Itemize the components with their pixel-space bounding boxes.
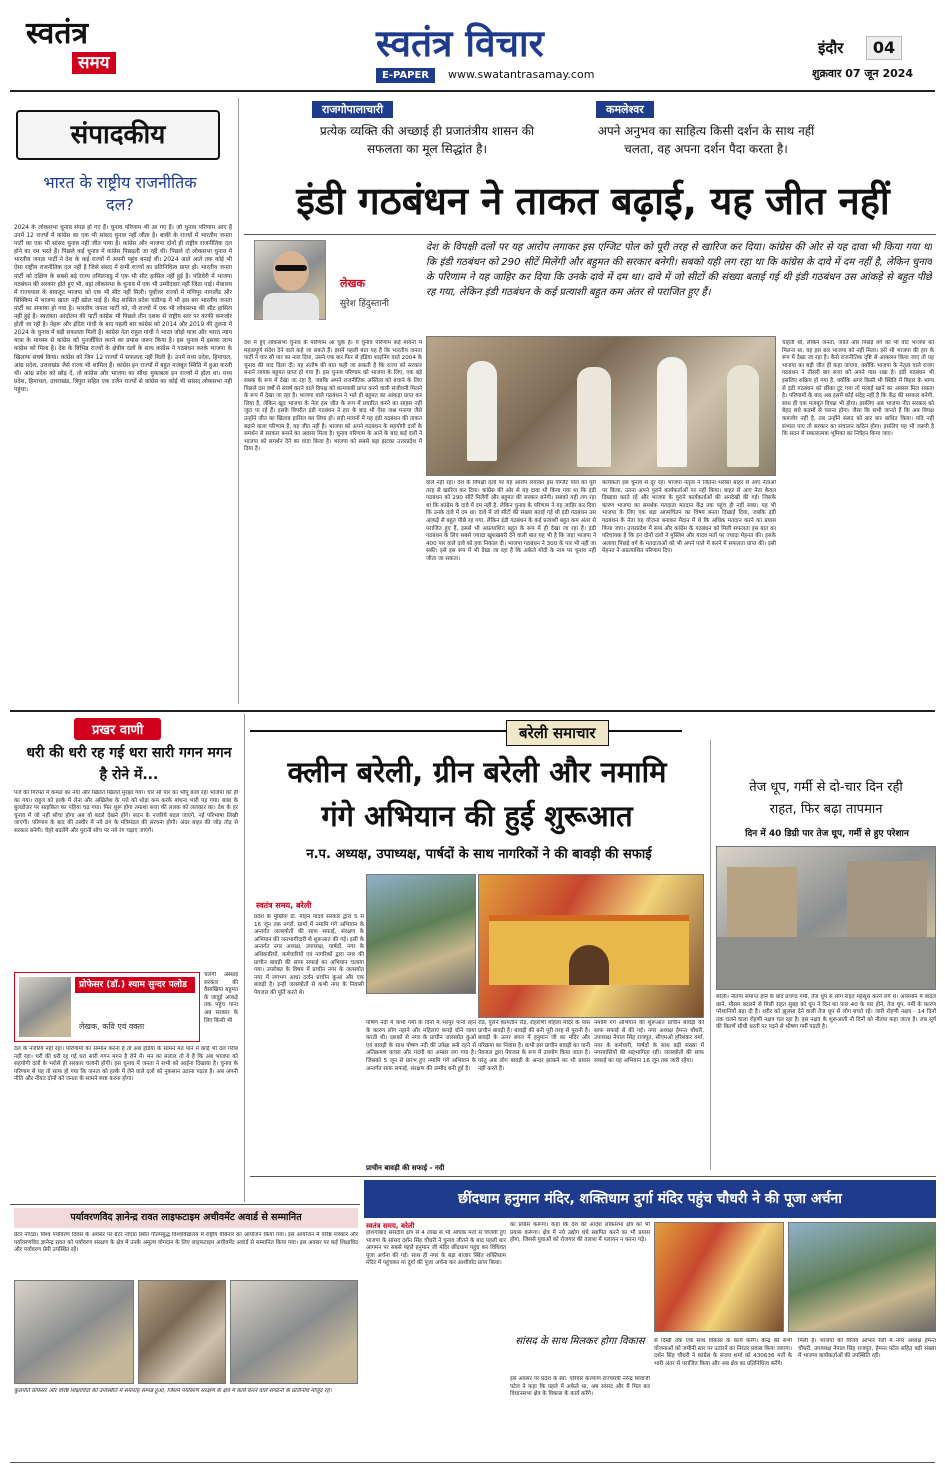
prakhar-author-box	[14, 972, 200, 1042]
logo-bottom: समय	[72, 52, 116, 74]
bareilly-headline-1: क्लीन बरेली, ग्रीन बरेली और नमामि	[287, 755, 667, 789]
column-divider	[238, 98, 239, 704]
lead-photo	[426, 336, 776, 476]
epaper-badge: E-PAPER	[376, 68, 435, 83]
column-divider-3	[710, 740, 711, 1170]
photo-figure-4	[727, 365, 759, 467]
weather-title-1: तेज धूप, गर्मी से दो-चार दिन रही	[749, 780, 903, 795]
editorial-title: भारत के राष्ट्रीय राजनीतिक दल?	[43, 173, 197, 214]
quote-box-1	[304, 98, 550, 162]
bareilly-dateline: स्वतंत्र समय, बरेली	[256, 901, 312, 910]
column-divider-2	[244, 714, 245, 1202]
photo-figure-1	[467, 361, 497, 461]
quote-author-2: कमलेश्वर	[596, 101, 654, 118]
award-headline: पर्यावरणविद ज्ञानेन्द्र रावत लाइफटाइम अचीवमेंट अवार्ड से सम्मानित	[14, 1208, 358, 1228]
masthead	[0, 0, 945, 92]
award-photo-3	[230, 1280, 358, 1384]
bareilly-col-4: नमामि गंगे अभियान की शुरूआत प्राचीन बावड़ी की साफ सफाई से की गई। नगर अध्यक्ष हेमन्त चौधरी, उपाध्यक्ष नेपाल सिंह राजपूत, सीएमओ हरिशंकर वर्मा, नगर के कर्मचारी, पार्षदों के साथ बड़ी संख्या में नगरवासियों की सहभागिता रही। जलस्त्रोतों की साफ सफाई का यह अभियान 16 जून तक जारी रहेगा।	[594, 1020, 704, 1064]
bareilly-subhead: न.प. अध्यक्ष, उपाध्यक्ष, पार्षदों के साथ नागरिकों ने की बावड़ी की सफाई	[306, 847, 652, 862]
quote-text-2: अपने अनुभव का साहित्य किसी दर्शन के साथ नहीं चलता, वह अपना दर्शन पैदा करता है।	[597, 124, 815, 156]
lead-standfirst: देश के विपक्षी दलों पर यह आरोप लगाकर इस एग्जिट पोल को पूरी तरह से खारिज कर दिया। कांग्रेस की ओर से यह दावा भी किया गया था कि इंडी गठबंधन को 290 सीटें मिलेंगी और बहुमत की सरकार बनेगी। सबको यही लग रहा था कि कांग्रेस के दावे में दम नहीं है, लेकिन चुनाव के परिणाम ने यह जाहिर कर दिया कि उनके दावे में दम था। दावे में जो सीटों की संख्या बताई गई थी इंडी गठबंधन उस आंकड़े से बहुत पीछे रह गया, लेकिन इंडी गठबंधन के कई प्रत्याशी बहुत कम अंतर से पराजित हुए हैं।	[426, 242, 932, 298]
editorial-heading: संपादकीय	[16, 110, 220, 160]
temple-arch	[569, 945, 609, 985]
bareilly-section-bar	[250, 730, 682, 732]
page-bottom-rule	[10, 1462, 935, 1463]
lead-col-3: कार्यकर्ता इस चुनाव से दूर रहे। भाजपा नेतृत्व ने जितना भरोसा बाहर से आए नेताओं पर किया, उतना अपने पुराने कार्यकर्ताओं पर नहीं किया। बाहर से आए नेता केवल दिखावा करते रहे और भाजपा के पुराने कार्यकर्ताओं की अनदेखी की गई। जिसके कारण भाजपा का समर्थक मतदाता मतदान केंद्र तक पहुंच ही नहीं सका। यह भी भाजपा के लिए एक बड़ा आत्मचिंतन का विषय बनता दिखाई दिया, जबकि इंडी गठबंधन के नेता यह योजना बनाकर मैदान में थे कि अधिक मतदान करने का प्रयास किया जाए। उत्तरप्रदेश में सपा और कांग्रेस के गठबंधन को मिली सफलता इस बात का परिचायक है कि इन दोनों दलों ने मुस्लिम और यादव मतों पर ज्यादा मेहनत की। इसके अलावा पिछड़े वर्ग के मतदाताओं को भी अपने पाले में करने में सफलता प्राप्त की। इसी मेहनत ने अप्रत्याशित परिणाम दिए।	[602, 480, 776, 555]
street-building	[727, 867, 797, 937]
page-number: 04	[866, 36, 902, 60]
prakhar-body: पंजे की गिरफ्त में कमल का नया और खिलते खिलते मुरझा गया। चार सौ पार का भौंपू बजा रहा भाजपा को ही का गया। राहुल को हल्के में लेना और अखिलेश के पत्ते को थोड़ा कम करके बांधना भारी पड़ गया। बाबा के बुलडोजर पर साइकिल का पहिया चढ़ गया। फिर शुरू होगा तमाशा सत्ता की ललक को ललकार का। देश के हर चुनाव में जो नहीं सोचा होगा अब वो बदले देखने होंगे। सदन के नजरिये बदल जाएंगे, नई परिभाषा लिखी जाएंगी। परिणाम के बाद की तस्वीर में नये ढंग के मंत्रिमंडल की संरचना होगी। अंदर बाहर की जोड़ तोड़ से सरकार बनेगी। चेहरे बदलेंगे और पुरानी सोच पर नये रंग चढ़ाए जाएंगे।	[14, 790, 238, 834]
headline-rule	[244, 234, 936, 235]
issue-date: शुक्रवार 07 जून 2024	[812, 67, 914, 80]
masthead-divider	[10, 90, 935, 92]
byline-label: लेखक	[340, 277, 365, 290]
weather-body: बरेली। नौतपा समाप्त होने के बाद प्रचण्ड गर्मी, तेज धूप से लोग राहत महसूस करने लगे थे। आसमान में बादल छाने, मौसम बदलने से मिली राहत सुबह को धूप ने दिन का पारा 40 के पार होने, तेज धूप, गर्मी के कारण परेशानियों बढ़ा दी है। शरीर को झुलसा देने वाली तेज धूप से लोग बचते रहे। जारी रोहणी नक्षत्र - 14 दिनों तक चलने वाला रोहणी नक्षत्र चल रहा है। इस नक्षत्र के शुरूआती नौ दिनों को नौतपा कहा जाता है। जब सूर्य की किरणें सीधी धरती पर पड़ने से भीषण गर्मी पड़ती है।	[716, 994, 936, 1031]
bareilly-photo-2	[478, 874, 704, 1018]
logo	[26, 18, 126, 80]
quote-text-1: प्रत्येक व्यक्ति की अच्छाई ही प्रजातंत्रीय शासन की सफलता का मूल सिद्धांत है।	[319, 124, 535, 156]
lead-col-1: देश में हुए लोकसभा चुनाव के परिणाम आ चुके हैं। ये चुनाव परिणाम कई मायनों में महत्वपूर्ण संदेश देने वाले कहे जा सकते हैं। इसमें पहली बात यह है कि भारतीय जनता पार्टी ने चार सौ पार का नारा दिया, उसने एक बार फिर से इंडिया शाइनिंग वाले 2004 के चुनाव की याद दिला दी। यह संतोष की बात कही जा सकती है कि राज्य को सरकार बनाने लायक बहुमत प्राप्त हो गया है। इस चुनाव परिणाम को भाजपा के लिए, एक बड़े सबक के रूप में देखा जा रहा है, जबकि अपने राजनीतिक अस्तित्व को बचाने के लिए पिछले दस वर्षों से संघर्ष करने वाले विपक्ष को कामयाबी प्राप्त करने वाली संजीवनी मिलने के रूप में देखा जा रहा है। भाजपा वाले गठबंधन ने भले ही बहुमत का आंकड़ा प्राप्त कर लिया है, लेकिन खुद भाजपा के नेता इस जीत के रूप में प्रचारित करने का साहस नहीं जुटा पा रहे हैं। इसके विपरीत इंडी गठबंधन ने हार के बाद भी ऐसा जश्न मनाया जैसे उन्होंने जीत का खिताब हासिल कर लिया हो। सही मायनों में यह इंडी गठबंधन की ताकत बढ़ाने वाला परिणाम है, यह जीत नहीं है। भाजपा को अपने गठबंधन के सहयोगी दलों के समर्थन से सरकार बनाने का अवसर मिला है। चुनाव परिणाम के आने के बाद कई दलों ने भाजपा को समर्थन देने का वादा किया है। भाजपा को सबसे बड़ा झटका उत्तरप्रदेश में दिया है।	[244, 340, 422, 453]
bareilly-photo-1	[366, 874, 476, 994]
author-glasses	[275, 265, 307, 271]
byline-name: सुरेश हिंदुस्तानी	[340, 299, 389, 309]
weather-photo	[716, 846, 936, 990]
hanuman-dateline: स्वतंत्र समय, बरेली	[366, 1222, 415, 1230]
prakhar-author-name: प्रोफेसर (डॉ.) श्याम सुन्दर पलोड	[75, 977, 195, 993]
quote-box-2	[588, 98, 824, 162]
section-divider-3	[10, 1204, 360, 1205]
street-road	[717, 937, 935, 989]
hanuman-col-4: मिली है। भाजपा की विजय आभार रैली में नगर अध्यक्ष हेमन्त चौधरी, उपाध्यक्ष नेपाल सिंह राजपूत, हेमन्त पटेल सहित बड़ी संख्या में भाजपा कार्यकर्ताओं की उपस्थिति रही।	[798, 1338, 936, 1360]
weather-title-2: राहत, फिर बढ़ा तापमान	[769, 802, 883, 817]
site-url[interactable]: www.swatantrasamay.com	[448, 68, 595, 81]
bareilly-col-2: पोषण नदी में कभी गर्मी के दिनों में भरपूर पानी रहने के कारण लोग नहाने और महिलाएं कपड़े धोने जाया करती थी। दशकों से नगर के प्राचीन जलस्त्रोत कुओं एवं बावड़ी के साथ पोषण नदी की उपेक्षा बनी रहने से अतिक्रमण कचरा और गंदगी का अम्बार लग गया है। जिसको 5 जून से प्रारंभ हुए नमामि गंगे अभियान के अन्तर्गत साफ सफाई, संरक्षण की उम्मीद बनी हुई है।	[366, 1020, 476, 1072]
editorial-body: 2024 के लोकसभा चुनाव संपन्न हो गए हैं। चुनाव परिणाम भी आ गए हैं। जो चुनाव परिणाम आए हैं उनमें 12 राज्यों में कांग्रेस का एक भी सांसद चुनाव नहीं जीता है। बाकी के राज्यों में भारतीय जनता पार्टी का एक भी सांसद चुनाव नहीं जीत पाया है। कांग्रेस और भाजपा दोनों ही राष्ट्रीय राजनीतिक दल होने का दम भरते हैं। पिछले कई चुनाव में कांग्रेस पिछड़ती जा रही थी। पिछले दो लोकसभा चुनाव में भारतीय जनता पार्टी ने देश के कई राज्यों में अपनी पहुंच बनाई थी। 2024 आते आते तक कोई भी ऐसा राष्ट्रीय राजनीतिक दल नहीं है जिसे संसद में सभी राज्यों का प्रतिनिधित्व प्राप्त हो। भारतीय जनता पार्टी को दक्षिण के सबसे बड़े राज्य तमिलनाडु में एक भी सीट हासिल नहीं हुई है। पंडिचेरी में भाजपा गठबंधन की सरकार होते हुए भी, वहां लोकसभा के चुनाव में एक भी उम्मीदवार नहीं जिता पाई। मेघालय में राज्यपाल के बावजूद भाजपा को एक भी सीट नहीं मिली। पूर्वोत्तर राज्यों में मणिपुर नागालैंड और सिक्किम में भाजपा खाता नहीं खोल पाई है। केंद्र शासित प्रदेश चंडीगढ़ में भी इस बार भारतीय जनता पार्टी का सफाया हो गया है। भारतीय जनता पार्टी को, नौ राज्यों में एक भी लोकसभा की सीट हासिल नहीं हुई है। स्वतंत्रता आंदोलन की पार्टी कांग्रेस भी पिछले तीन दशक से राष्ट्रीय स्तर पर काफी कमजोर होती जा रही है। नेहरू और इंदिरा गांधी के बाद पहली बार कांग्रेस को 2014 और 2019 की तुलना में 2024 के चुनाव में बड़ी सफलता मिली है। कांग्रेस नेता राहुल गांधी ने भारत जोड़ो यात्रा और भारत न्याय यात्रा के माध्यम से कांग्रेस को पुनर्जीवित करने का प्रयास जरूर किया है। इस चुनाव में इसका लाभ कांग्रेस को मिला है। देश के विभिन्न राज्यों के क्षेत्रीय दलों के साथ कांग्रेस ने गठबंधन करके भाजपा के खिलाफ संघर्ष किया। कांग्रेस को जिन 12 राज्यों में सफलता नहीं मिली है। उनमें मध्य प्रदेश, हिमाचल, आंध्र प्रदेश, उत्तराखंड जैसे राज्य भी शामिल हैं। कांग्रेस इन राज्यों में बहुत मजबूत स्थिति में हुआ करती थी। आंध्र प्रदेश को छोड़ दें, तो कांग्रेस और भाजपा का सीधा मुकाबला इन राज्यों में होता था। मध्य प्रदेश, हिमाचल, उत्तराखंड, त्रिपुरा सहित एक दर्जन राज्यों से कांग्रेस का कोई भी सांसद लोकसभा नहीं पहुंचा।	[14, 225, 232, 393]
author-shirt	[263, 293, 319, 320]
section-divider-2	[250, 1176, 936, 1177]
prakhar-author-role: लेखक, कवि एवं वक्ता	[79, 1022, 145, 1031]
author-avatar	[273, 251, 309, 291]
weather-subhead: दिन में 40 डिग्री पार तेज धूप, गर्मी से हुए परेशान	[745, 829, 909, 839]
award-body: ग्रेटर नोएडा। विश्व पर्यावरण दिवस के अवसर पर ग्रेटर नोएडा स्थित गौतमबुद्ध विश्वविद्यालय में राष्ट्रीय वेबिनार का आयोजन किया गया। इस आयोजन में वरिष्ठ पत्रकार और पर्यावरणविद ज्ञानेन्द्र रावत को पर्यावरण संरक्षण के क्षेत्र में उनके अमूल्य योगदान के लिए लाइफटाइम अचीवमेंट अवार्ड से सम्मानित किया गया। इस अवसर पर कई शिक्षाविद और पर्यावरण प्रेमी उपस्थित रहे।	[14, 1232, 358, 1254]
page-title: स्वतंत्र विचार	[376, 22, 544, 65]
hanuman-photo-1	[654, 1222, 784, 1332]
prakhar-body-2: दल के नजरिये नहीं रहा। परिणामों का सम्मान करना है तो अब इंडिया के सामने मत पाने में कोई भी दल गरीब नहीं रहा। धरी की धरी रह गई धरा सारी गगन मगन है रोने में। मन का मलाल तो ये है कि अब भाजपा को सहयोगी दलों के भरोसे ही सरकार चलानी होगी। इस चुनाव में जनता ने सभी को आईना दिखाया है। चुनाव के परिणाम से यह तो साफ हो गया कि जनता को हल्के में लेने वाले दलों को नुकसान उठाना पड़ता है। अब अपनी नीति और नीयत दोनों को जनता के सामने स्पष्ट करना होगा।	[14, 1046, 238, 1083]
quote-author-1: राजगोपालाचारी	[312, 101, 393, 118]
bareilly-col-3: रोड, पुराने कामतीन रोड, रोहराणी महिला मंदिर के पास प्राचीन बावड़ी है। बावड़ी की बनी पूरी तरह से पुरानी है। बावड़ी के ऊपर बगल में हनुमान जी का मंदिर और परिक्रमा का निवास है। कभी इस प्राचीन बावड़ी का पानी पेयजल द्वारा पेयजल के रूप में उपयोग किया जाता है। परंतु अब लोग बावड़ी के अन्दर झांकने का भी प्रयास नहीं करते हैं।	[478, 1020, 590, 1072]
hanuman-col-2: का प्रयास करूंगा। कहा कि देश की आदेश लोकसभा क्षेत्र का भी प्रयास करूंगा। क्षेत्र में नये उद्योग धंधे स्थापित करने का भी प्रयास होगा, जिससे युवाओं को रोजगार की तलाश में पलायन न करना पड़े।	[510, 1222, 650, 1244]
hanuman-col-3: से दिखी तक एक साथ विकास के कार्य करेंगे। केन्द्र की सभी योजनाओं को जमीनी स्तर पर उतारने का निरंतर प्रयास किया जाएगा। दर्शन सिंह चौधरी ने कांग्रेस के संजय शर्मा को 430636 मतों के भारी अंतर से पराजित किया और अब क्षेत्र का प्रतिनिधित्व करेंगे।	[654, 1338, 792, 1367]
prakhar-label: प्रखर वाणी	[74, 718, 161, 740]
street-building-2	[847, 861, 927, 937]
hanuman-headline: छींदधाम हनुमान मंदिर, शक्तिधाम दुर्गा मंदिर पहुंच चौधरी ने की पूजा अर्चना	[364, 1180, 936, 1218]
prakhar-title: धरी की धरी रह गई धरा सारी गगन मगन है रोने में...	[26, 745, 232, 783]
photo-figure-3	[657, 357, 687, 467]
award-caption: कुलपति प्रोफेसर और वरिष्ठ शिक्षाविदों की उपस्थिति में समारोह सम्पन्न हुआ, जिसमें पर्यावरण संरक्षण के क्षेत्र में कार्य करने वाले संगठनों के प्रतिनिधि मौजूद रहे।	[14, 1388, 332, 1394]
lead-headline: इंडी गठबंधन ने ताकत बढ़ाई, यह जीत नहीं	[296, 179, 890, 223]
bareilly-col-1: प्रदेश के मुखिया डॉ. मोहन यादव सरकार द्वारा 5 से 16 जून तक नगरों, ग्रामों में नमामि गंगे अभियान के अन्तर्गत जलस्त्रोतों की साफ सफाई, संरक्षण के अभियान की जनभागीदारी से शुरूआत की गई। इसी के अन्तर्गत नगर अध्यक्ष, उपाध्यक्ष, पार्षदों, नगर के अधिकारियों, कर्मचारियों एवं नागरिकों द्वारा नगर की प्राचीन बावड़ी की साफ सफाई का अभियान चलाया गया। उपरोक्त के विषय में प्राचीन नगर के जलस्त्रोत नगर में लगभग आधा दर्जन प्राचीन कुआं और एक बावड़ी है। इन्हीं जलस्त्रोतों से कभी नगर के निवासी पेयजल की पूर्ति करते थे।	[254, 914, 364, 996]
city-label: इंदौर	[818, 39, 844, 57]
lead-col-4: चाहती थी, लेकिन जनता, जाति और पिछड़े वर्ग को भी वोट भाजपा को मिलना था, वह इस बार भाजपा को नहीं मिला। इसे भी भाजपा की हार के रूप में देखा जा रहा है। कैसे राजनीतिक दृष्टि से आकलन किया जाए तो यह भाजपा का बड़ी जीत ही कहा जाएगा, क्योंकि भाजपा के नेतृत्व वाले राजग गठबंधन ने तीसरी बार सत्ता को अपने पास रखा है। इंडी गठबंधन भी इसलिए सक्रिय हो गया है, क्योंकि अगर किसी भी स्थिति में बिहार के भाग्य से इंडी गठबंधन को छींका टूट गया तो मलाई खाने का अवसर मिल सकता है। परिणामों के बाद अब इसमें कोई संदेह नहीं है कि केंद्र की सरकार बनेगी, साथ ही एक मजबूत विपक्ष भी होगा। इसलिए अब भाजपा नीत सरकार को बेहद सधे कदमों से चलना होगा। जैसा कि सभी जानते हैं कि अब विपक्ष कमजोर नहीं है, तब उन्होंने संसद को बार बार बाधित किया। यदि नहीं संभाल पाए तो सरकार का संचालन कठिन होगा। इसलिए यह भी जरूरी है कि सदन में सकारात्मक भूमिका का निर्वहन किया जाए।	[782, 340, 934, 438]
award-photo-2	[138, 1280, 226, 1384]
award-photo-1	[14, 1280, 134, 1384]
hanuman-col-2b: इस अवसर पर प्रदेश के स्वा. परिवार कल्याण राज्यमंत्री नरेन्द्र शिवाजी पटेल ने कहा कि पहले में अकेले था, अब सांसद और मैं मिल कर विधानसभा क्षेत्र के विकास के कार्य करेंगे।	[510, 1376, 650, 1398]
hanuman-col-1: होशंगाबाद संसदीय क्षेत्र से 4 लाख से भी अधिक मतों से विजयी हुए भाजपा के सांसद दर्शन सिंह चौधरी ने चुनाव जीतने के बाद पहली बार आगमन पर सबसे पहले हनुमान जी मंदिर छींदधाम पहुंच कर विधिवत पूजा अर्चना की गई। साथ ही नगर के बड़ा बाजार स्थित शक्तिधाम मंदिर में पहुंचकर मां दुर्गा की पूजा अर्चना कर आशीर्वाद प्राप्त किया।	[366, 1230, 506, 1267]
author-photo	[254, 240, 326, 320]
logo-top: स्वतंत्र	[26, 16, 89, 51]
section-divider	[10, 710, 935, 712]
prakhar-side: चलेगी अस्थाई सरकार की वैसाखियां बहुमत के जादुई आंकड़े तक पहुंच पाना अब सरकार के लिए किसी भी	[204, 972, 238, 1024]
hanuman-subhead: सांसद के साथ मिलकर होगा विकास	[515, 1336, 645, 1347]
photo-figure-2	[577, 367, 611, 467]
prakhar-author-photo	[19, 977, 71, 1037]
bareilly-photo-caption: प्राचीन बावड़ी की सफाई - नदी	[366, 1164, 445, 1172]
bareilly-headline-2: गंगे अभियान की हुई शुरूआत	[321, 799, 633, 833]
hanuman-photo-2	[788, 1222, 936, 1332]
bareilly-section-label: बरेली समाचार	[506, 720, 609, 746]
lead-col-2: वाले नहीं रहा। देश के विपक्षी दलों पर यह आरोप लगाकर इस एग्जिट पोल को पूरी तरह से खारिज कर दिया। कांग्रेस की ओर से यह दावा भी किया गया था कि इंडी गठबंधन को 290 सीटें मिलेंगी और बहुमत की सरकार बनेगी। सबको यही लग रहा था कि कांग्रेस के दावे में दम नहीं है, लेकिन चुनाव के परिणाम ने यह जाहिर कर दिया कि उनके दावे में दम था। दावे में जो सीटों की संख्या बताई गई थी इंडी गठबंधन उस आंकड़े से बहुत पीछे रह गया, लेकिन इंडी गठबंधन के कई प्रत्याशी बहुत कम अंतर से पराजित हुए हैं, इससे भी अप्रत्याशित बहुत के रूप में ही देखा जा रहा है। इंडी गठबंधन के लिए सबसे ज्यादा खुशखबरी देने वाली बात यह भी है कि जहां भाजपा ने 400 पार वाले दावे को हवा निकाल दी। भाजपा गठबंधन ने 300 के पार भी नहीं जा सकी। इसे इस रूप में भी देखा जा रहा है कि अकेले मोदी के नाम पर चुनाव नहीं जीता जा सकता।	[426, 480, 596, 562]
